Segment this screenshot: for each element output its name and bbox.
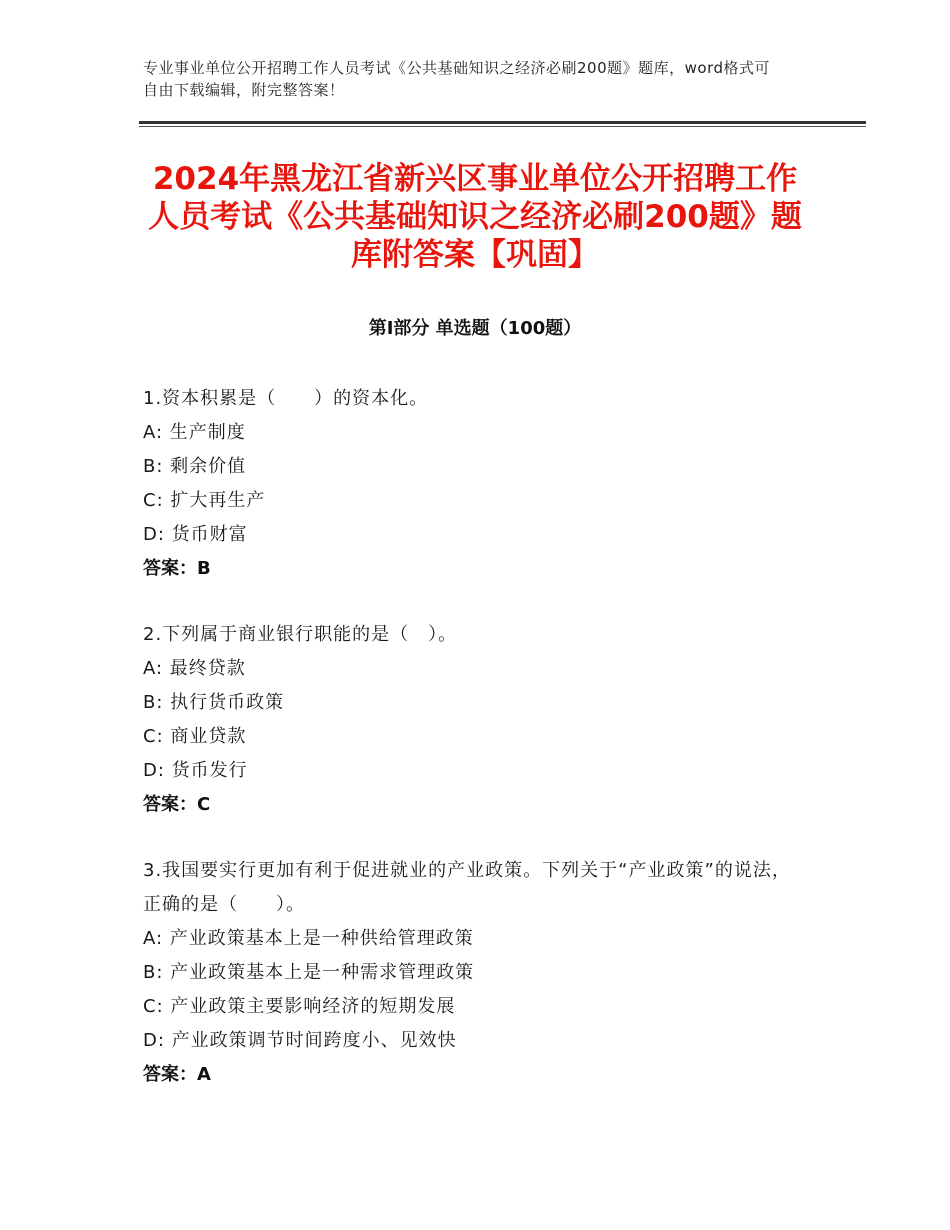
option-c: C: 扩大再生产 (143, 490, 266, 511)
question-stem: 2.下列属于商业银行职能的是（ ）。 (143, 624, 458, 645)
document-title: 2024年黑龙江省新兴区事业单位公开招聘工作人员考试《公共基础知识之经济必刷200题》题库附答案【巩固】 (148, 161, 802, 273)
option-d: D: 产业政策调节时间跨度小、见效快 (143, 1030, 457, 1051)
option-c: C: 商业贷款 (143, 726, 247, 747)
option-b: B: 产业政策基本上是一种需求管理政策 (143, 962, 475, 983)
header-rule-thick (139, 121, 866, 124)
question-3 (143, 854, 803, 1092)
header-note: 专业事业单位公开招聘工作人员考试《公共基础知识之经济必刷200题》题库，word格式可自由下载编辑，附完整答案！ (143, 59, 771, 99)
question-1 (143, 382, 803, 586)
answer: 答案：C (143, 794, 211, 815)
question-2 (143, 618, 803, 822)
header-rule-thin (139, 126, 866, 127)
answer: 答案：B (143, 558, 211, 579)
question-stem: 3.我国要实行更加有利于促进就业的产业政策。下列关于“产业政策”的说法，正确的是（ ）。 (143, 860, 791, 915)
question-stem: 1.资本积累是（ ）的资本化。 (143, 388, 429, 409)
answer: 答案：A (143, 1064, 211, 1085)
option-b: B: 执行货币政策 (143, 692, 285, 713)
question-list (143, 382, 803, 1124)
option-a: A: 产业政策基本上是一种供给管理政策 (143, 928, 474, 949)
option-c: C: 产业政策主要影响经济的短期发展 (143, 996, 456, 1017)
option-b: B: 剩余价值 (143, 456, 247, 477)
option-d: D: 货币发行 (143, 760, 248, 781)
option-d: D: 货币财富 (143, 524, 248, 545)
option-a: A: 最终贷款 (143, 658, 246, 679)
section-title: 第Ⅰ部分 单选题（100题） (368, 318, 582, 339)
option-a: A: 生产制度 (143, 422, 246, 443)
